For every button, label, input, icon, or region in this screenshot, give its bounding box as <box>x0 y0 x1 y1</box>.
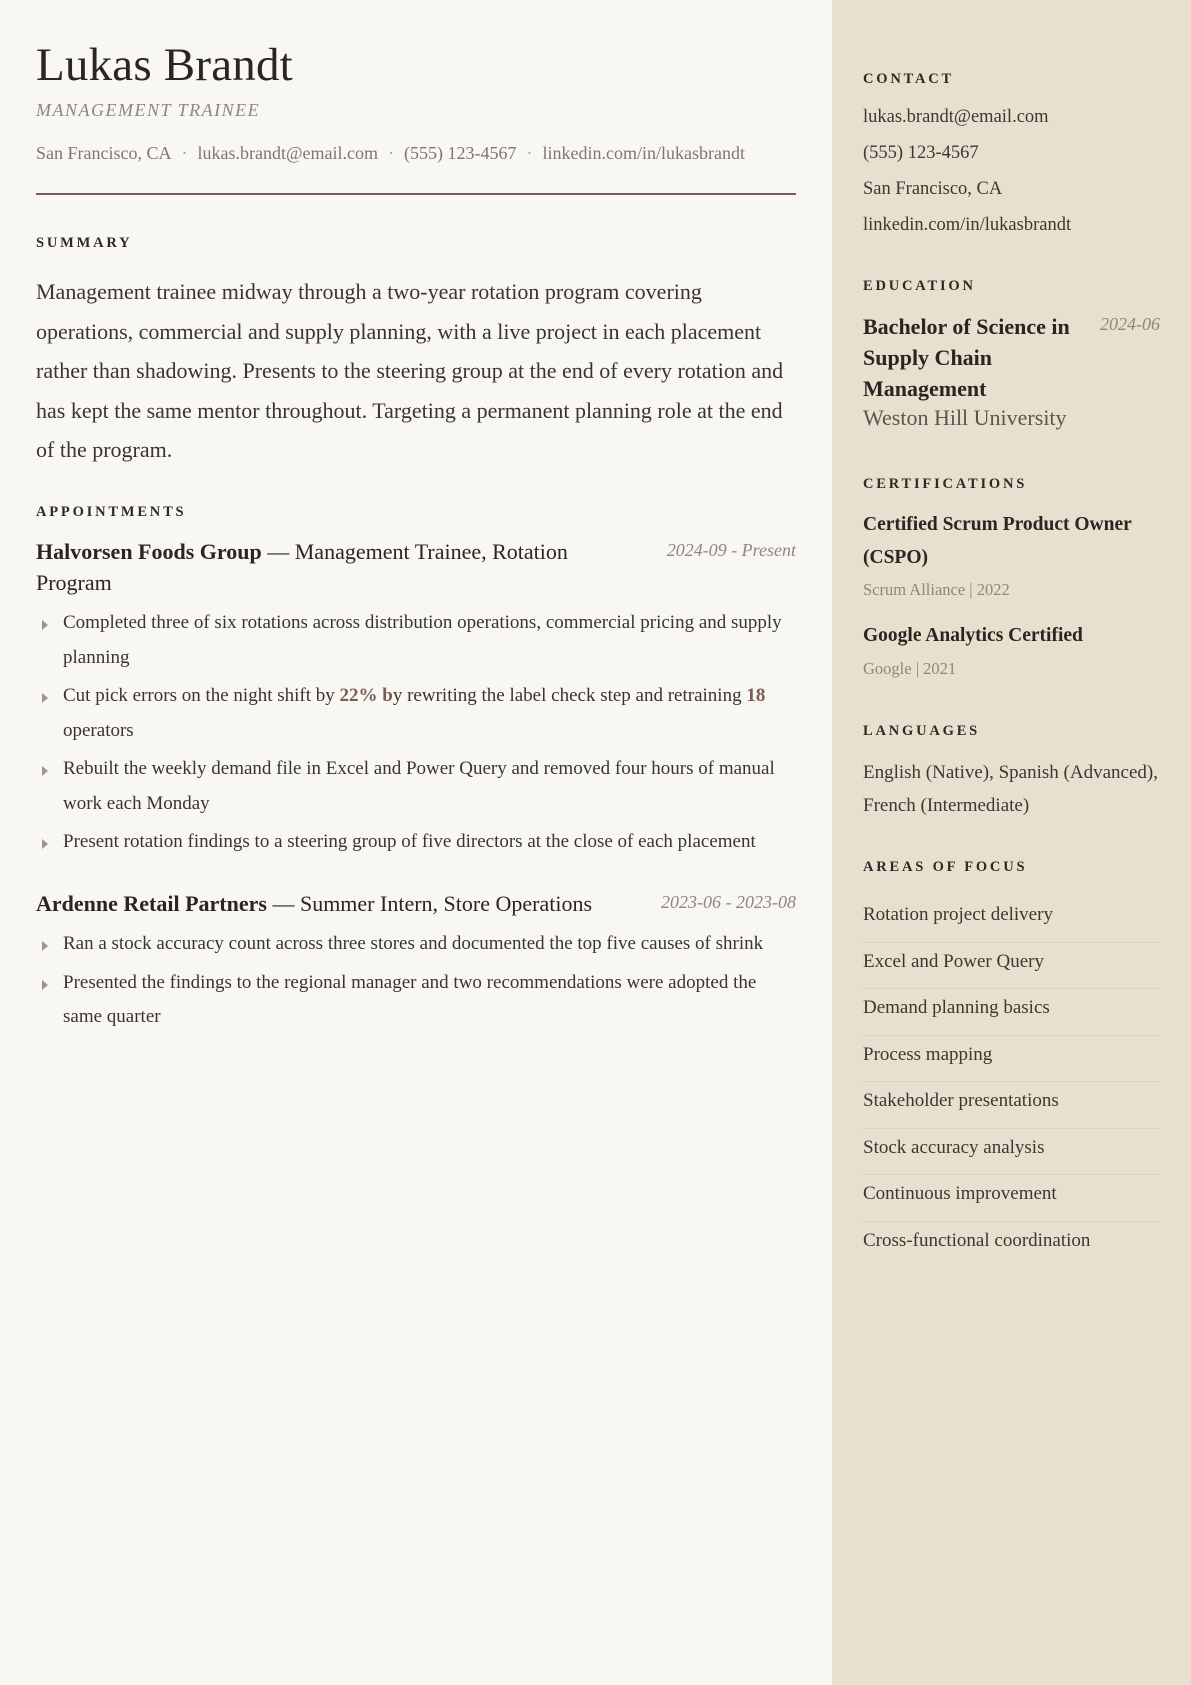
separator: · <box>526 143 533 163</box>
certifications-heading: CERTIFICATIONS <box>863 476 1028 492</box>
focus-item: Process mapping <box>863 1036 1160 1083</box>
focus-item: Cross-functional coordination <box>863 1229 1091 1251</box>
education-date: 2024-06 <box>1100 314 1160 334</box>
bullet-text: Presented the findings to the regional manager and two recommendations were adopted the same quarter <box>63 971 757 1027</box>
focus-heading: AREAS OF FOCUS <box>863 859 1028 875</box>
bullet-item <box>36 752 796 821</box>
job-dates: 2024-09 - Present <box>666 540 796 560</box>
bullet-item <box>36 679 796 748</box>
summary-text: Management trainee midway through a two-year rotation program covering operations, commercial and supply planning, with a live project in each placement rather than shadowing. Presents to the steering group at the end of every rotation and has kept the same mentor throughout. Targeting a permanent planning role at the end of the program. <box>36 279 784 463</box>
bullet-item <box>36 606 796 675</box>
certification-meta: Google | 2021 <box>863 659 957 678</box>
bullet-text: Ran a stock accuracy count across three stores and documented the top five causes of shrink <box>63 933 764 954</box>
languages-heading: LANGUAGES <box>863 723 981 739</box>
education-degree: Bachelor of Science in Supply Chain Management <box>863 314 1070 401</box>
bullet-text: y rewriting the label check step and retraining <box>392 685 747 706</box>
bullet-text: Present rotation findings to a steering group of five directors at the close of each placement <box>63 831 756 852</box>
focus-list <box>863 896 1160 1268</box>
focus-item: Demand planning basics <box>863 989 1160 1036</box>
job-company: Ardenne Retail Partners <box>36 891 267 916</box>
bullet-triangle-icon <box>42 693 48 703</box>
job-role: — Summer Intern, Store Operations <box>266 891 593 916</box>
education-school: Weston Hill University <box>863 405 1067 430</box>
focus-item: Rotation project delivery <box>863 896 1160 943</box>
bullet-text: Rebuilt the weekly demand file in Excel and Power Query and removed four hours of manual work each Monday <box>63 758 775 814</box>
bullet-item <box>36 825 796 860</box>
bullet-triangle-icon <box>42 620 48 630</box>
job-entry <box>36 888 796 1039</box>
contact-heading: CONTACT <box>863 71 955 87</box>
sidebar-email[interactable]: lukas.brandt@email.com <box>863 107 1049 127</box>
header-linkedin[interactable]: linkedin.com/in/lukasbrandt <box>542 143 745 163</box>
certification-name: Certified Scrum Product Owner (CSPO) <box>863 514 1132 568</box>
bullet-text: operators <box>63 719 134 741</box>
header-phone[interactable]: (555) 123-4567 <box>404 143 517 163</box>
header-contact-line <box>36 143 745 164</box>
bullet-triangle-icon <box>42 839 48 849</box>
job-title <box>36 536 596 598</box>
candidate-name: Lukas Brandt <box>36 39 293 91</box>
sidebar-location: San Francisco, CA <box>863 179 1003 199</box>
bullet-triangle-icon <box>42 980 48 990</box>
sidebar <box>832 0 1191 1685</box>
candidate-title: MANAGEMENT TRAINEE <box>36 100 261 120</box>
focus-item: Stakeholder presentations <box>863 1082 1160 1129</box>
languages-text: English (Native), Spanish (Advanced), French (Intermediate) <box>863 762 1158 816</box>
focus-item: Stock accuracy analysis <box>863 1129 1160 1176</box>
bullet-text: Cut pick errors on the night shift by <box>63 685 340 706</box>
certification-name: Google Analytics Certified <box>863 625 1083 646</box>
header-email[interactable]: lukas.brandt@email.com <box>197 143 379 163</box>
job-role: — Management Trainee, Rotation Program <box>36 539 568 595</box>
job-company: Halvorsen Foods Group <box>36 539 262 564</box>
bullet-text: Completed three of six rotations across distribution operations, commercial pricing and supply planning <box>63 612 782 668</box>
bullet-item <box>36 927 796 962</box>
bullet-highlight: 22% b <box>339 685 393 706</box>
summary-heading: SUMMARY <box>36 235 133 251</box>
sidebar-phone[interactable]: (555) 123-4567 <box>863 143 979 163</box>
job-entry <box>36 536 796 864</box>
job-title <box>36 888 656 919</box>
job-dates: 2023-06 - 2023-08 <box>661 892 796 912</box>
appointments-heading: APPOINTMENTS <box>36 504 187 520</box>
focus-item: Continuous improvement <box>863 1175 1160 1222</box>
separator: · <box>388 143 395 163</box>
bullet-triangle-icon <box>42 766 48 776</box>
header-divider <box>36 193 796 195</box>
certification-meta: Scrum Alliance | 2022 <box>863 580 1010 599</box>
bullet-item <box>36 966 796 1035</box>
separator: · <box>181 143 188 163</box>
sidebar-linkedin[interactable]: linkedin.com/in/lukasbrandt <box>863 215 1072 235</box>
bullet-highlight: 18 <box>746 685 766 706</box>
focus-item: Excel and Power Query <box>863 943 1160 990</box>
header-location: San Francisco, CA <box>36 143 172 163</box>
job-bullets <box>36 606 796 860</box>
bullet-triangle-icon <box>42 941 48 951</box>
education-heading: EDUCATION <box>863 278 976 294</box>
job-bullets <box>36 927 796 1035</box>
